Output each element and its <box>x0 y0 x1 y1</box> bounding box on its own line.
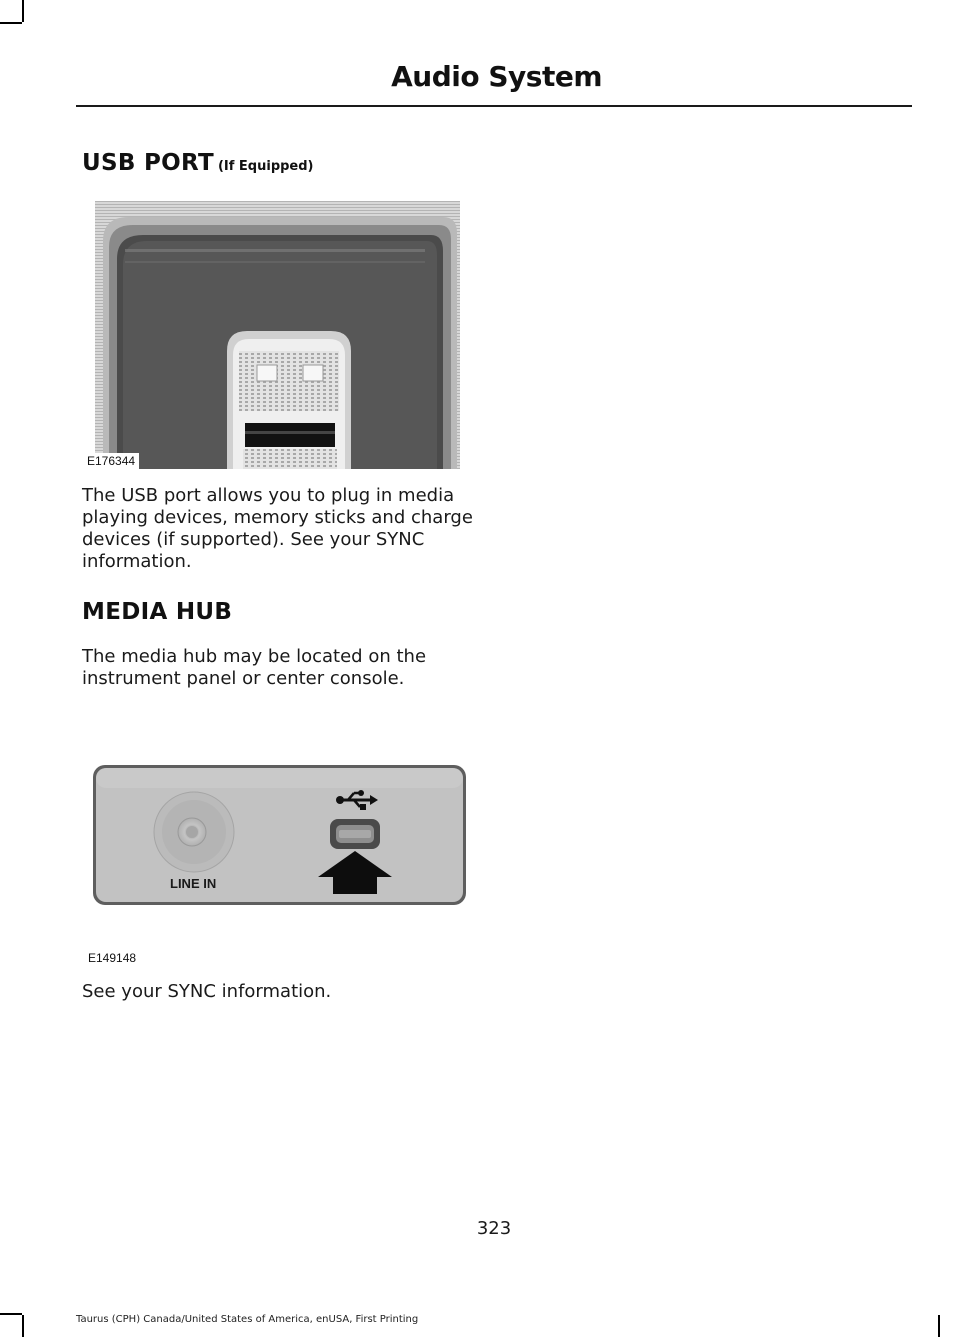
usb-port-body-line-2: playing devices, memory sticks and charge <box>82 507 473 528</box>
usb-port-heading-suffix: (If Equipped) <box>217 159 314 174</box>
crop-mark-bottom-right-v <box>938 1315 940 1337</box>
media-hub-body-line-1: The media hub may be located on the <box>82 646 427 667</box>
usb-port-body-line-1: The USB port allows you to plug in media <box>82 485 455 506</box>
media-hub-illustration <box>92 764 468 908</box>
media-hub-figure-code: E149148 <box>88 951 137 965</box>
page-footer: Taurus (CPH) Canada/United States of America, enUSA, First Printing <box>76 1314 419 1325</box>
page-number: 323 <box>476 1218 512 1239</box>
usb-port-heading-text: USB PORT <box>82 150 214 176</box>
usb-port-body-line-3: devices (if supported). See your SYNC <box>82 529 425 550</box>
usb-port-body <box>82 485 482 573</box>
page-header-title: Audio System <box>391 60 602 93</box>
crop-mark-bottom-left-v <box>22 1315 24 1337</box>
media-hub-figure <box>92 764 468 908</box>
crop-mark-bottom-left-h <box>0 1313 22 1315</box>
crop-mark-top-left-v <box>22 0 24 22</box>
usb-port-heading <box>82 150 314 176</box>
usb-port-illustration <box>95 201 460 469</box>
line-in-label: LINE IN <box>170 876 217 891</box>
media-hub-heading: MEDIA HUB <box>82 599 233 625</box>
usb-port-figure <box>87 201 460 469</box>
crop-mark-top-left-h <box>0 22 22 24</box>
media-hub-body-line-2: instrument panel or center console. <box>82 668 405 689</box>
usb-port-body-line-4: information. <box>82 551 192 572</box>
media-hub-note: See your SYNC information. <box>82 981 332 1002</box>
media-hub-body <box>82 646 482 690</box>
header-rule <box>76 105 912 107</box>
usb-port-figure-code: E176344 <box>87 454 136 468</box>
